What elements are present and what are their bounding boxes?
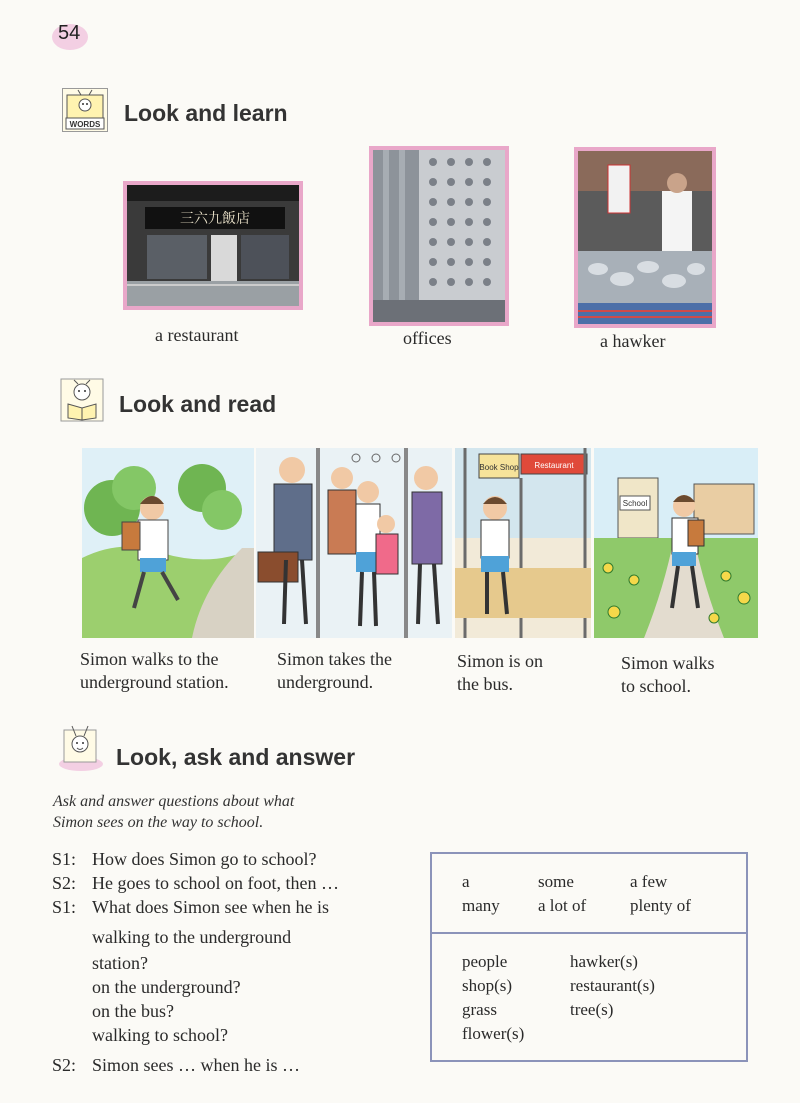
hawker-caption: a hawker xyxy=(600,331,666,351)
quantifier-word: a lot of xyxy=(538,896,587,915)
dialogue-text: How does Simon go to school? xyxy=(92,849,317,869)
restaurant-photo xyxy=(123,181,303,310)
panel-1-caption-line1: Simon walks to the xyxy=(80,649,219,669)
word-box-divider xyxy=(432,932,746,934)
book-shop-sign: Book Shop xyxy=(479,463,519,472)
talking-character-icon xyxy=(56,724,106,772)
dialogue-line-6: on the underground? xyxy=(92,977,241,997)
dialogue-line-9 xyxy=(52,1053,300,1077)
panel-4-caption-line2: to school. xyxy=(621,676,691,696)
panel-4-illustration xyxy=(594,448,758,638)
quantifier-word: plenty of xyxy=(630,896,691,915)
quantifier-word: a xyxy=(462,872,470,891)
dialogue-text: He goes to school on foot, then … xyxy=(92,873,339,893)
section-title-learn: Look and learn xyxy=(124,100,288,126)
restaurant-caption: a restaurant xyxy=(155,325,239,345)
restaurant-sign-text: 三六九飯店 xyxy=(180,211,250,227)
panel-4-caption xyxy=(621,652,715,698)
offices-photo xyxy=(369,146,509,326)
noun-word: restaurant(s) xyxy=(570,976,655,995)
section-title-ask: Look, ask and answer xyxy=(116,744,356,770)
panel-2-illustration xyxy=(256,448,452,638)
words-label: WORDS xyxy=(69,120,101,129)
dialogue-text: Simon sees … when he is … xyxy=(92,1055,300,1075)
instruction-line1: Ask and answer questions about what xyxy=(53,793,295,810)
dialogue-line-5: station? xyxy=(92,953,148,973)
restaurant-sign: Restaurant xyxy=(534,461,574,470)
instruction-line2: Simon sees on the way to school. xyxy=(53,814,264,831)
quantifier-word: some xyxy=(538,872,574,891)
panel-1-caption-line2: underground station. xyxy=(80,672,229,692)
panel-3-illustration xyxy=(455,448,591,638)
word-box xyxy=(430,852,748,1062)
dialogue-line-2 xyxy=(52,871,339,895)
panel-3-caption xyxy=(457,650,543,696)
quantifier-word: many xyxy=(462,896,500,915)
panel-1-illustration xyxy=(82,448,254,638)
quantifier-word: a few xyxy=(630,872,668,891)
offices-caption: offices xyxy=(403,328,452,348)
section-title-read: Look and read xyxy=(119,391,277,417)
noun-word: grass xyxy=(462,1000,497,1019)
instruction-text xyxy=(53,791,294,833)
page-number: 54 xyxy=(58,22,81,44)
dialogue-line-4: walking to the underground xyxy=(92,927,292,947)
school-sign: School xyxy=(622,499,648,508)
panel-3-caption-line2: the bus. xyxy=(457,674,513,694)
panel-4-caption-line1: Simon walks xyxy=(621,653,715,673)
noun-word: hawker(s) xyxy=(570,952,638,971)
noun-word: shop(s) xyxy=(462,976,513,995)
dialogue-line-1 xyxy=(52,847,317,871)
dialogue-line-8: walking to school? xyxy=(92,1025,228,1045)
dialogue-line-7: on the bus? xyxy=(92,1001,174,1021)
noun-word: tree(s) xyxy=(570,1000,614,1019)
panel-2-caption-line1: Simon takes the xyxy=(277,649,392,669)
dialogue-line-3 xyxy=(52,895,329,919)
dialogue-text: What does Simon see when he is xyxy=(92,897,329,917)
speaker-label: S2: xyxy=(52,1055,77,1075)
panel-2-caption xyxy=(277,648,392,694)
speaker-label: S2: xyxy=(52,873,77,893)
panel-2-caption-line2: underground. xyxy=(277,672,374,692)
words-book-icon xyxy=(62,88,108,132)
speaker-label: S1: xyxy=(52,849,77,869)
panel-3-caption-line1: Simon is on xyxy=(457,651,544,671)
noun-word: people xyxy=(462,952,508,971)
panel-1-caption xyxy=(80,648,229,694)
hawker-photo xyxy=(574,147,716,328)
speaker-label: S1: xyxy=(52,897,77,917)
noun-word: flower(s) xyxy=(462,1024,525,1043)
reading-character-icon xyxy=(60,378,104,422)
